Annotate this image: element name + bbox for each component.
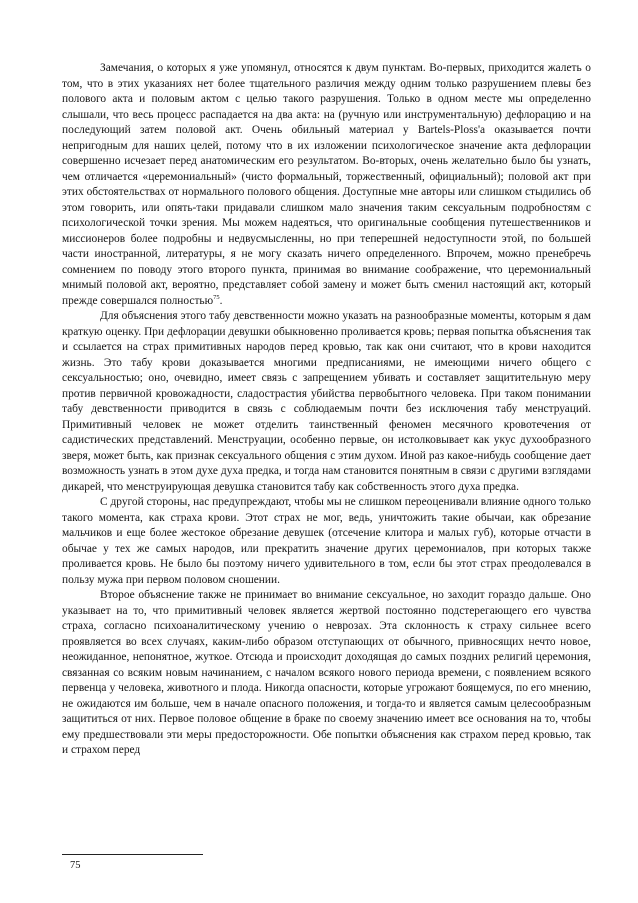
footnote-ref[interactable]: 75 [213,293,220,301]
paragraph-4: Второе объяснение также не принимает во внимание сексуальное, но заходит гораздо дальше. Оно указывает на то, что примитивный человек является жертвой постоянно подстерегающего его чувства страха, согласно психоаналитическому учению о неврозах. Эта склонность к страху сильнее всего проявляется во всех случаях, каким-либо образом отступающих от обычного, привносящих нечто новое, неожиданное, непонятное, жуткое. Отсюда и происходит доходящая до самых поздних религий церемония, связанная со всяким новым начинанием, с началом всякого нового периода времени, с появлением всякого первенца у человека, животного и плода. Никогда опасности, которые угрожают боящемуся, по его мнению, не ожидаются им больше, чем в начале опасного положения, и тогда-то и является самым целесообразным защититься от них. Первое половое общение в браке по своему значению имеет все основания на то, чтобы ему предшествовали эти меры предосторожности. Обе попытки объяснения как страхом перед кровью, так и страхом перед [62,589,591,756]
paragraph-2: Для объяснения этого табу девственности можно указать на разнообразные моменты, которым я дам краткую оценку. При дефлорации девушки обыкновенно проливается кровь; первая попытка объяснения так и ссылается на страх примитивных народов перед кровью, так как они считают, что в крови находится жизнь. Это табу крови доказывается многими предписаниями, не имеющими ничего общего с сексуальностью; оно, очевидно, имеет связь с запрещением убивать и составляет защитительную меру против первичной кровожадности, сладострастия убийства первобытного человека. При таком понимании табу девственности приводится в связь с соблюдаемым почти без исключения табу менструаций. Примитивный человек не может отделить таинственный феномен месячного кровотечения от садистических представлений. Менструации, особенно первые, он истолковывает как укус духообразного зверя, может быть, как признак сексуального общения с этим духом. Иной раз какое-нибудь сообщение дает возможность узнать в этом духе духа предка, и тогда нам становится понятным в связи с другими взглядами дикарей, что менструирующая девушка становится табу как собственность этого духа предка. [62,310,591,493]
paragraph-1-tail: . [219,294,223,307]
paragraph-3: С другой стороны, нас предупреждают, чтобы мы не слишком переоценивали влияние одного только такого момента, как страха крови. Этот страх не мог, ведь, уничтожить такие обычаи, как обрезание мальчиков и еще более жестокое обрезание девушек (отсечение клитора и малых губ), которые отчасти в обычае у тех же самых народов, или прекратить значение других церемониалов, при которых также проливается кровь. Не было бы поэтому ничего удивительного в том, если бы этот страх преодолевался в пользу мужа при первом половом сношении. [62,496,591,586]
paragraph-1 [62,61,591,309]
paragraph-1-text: Замечания, о которых я уже упомянул, относятся к двум пунктам. Во-первых, приходится жалеть о том, что в этих указаниях нет более тщательного различия между одним только разрушением плевы без полового акта и половым актом с целью такого разрушения. Только в одном месте мы определенно слышали, что весь процесс распадается на два акта: на (ручную или инструментальную) дефлорацию и на последующий затем половой акт. Очень обильный материал у Bartels-Ploss'a оказывается почти непригодным для наших целей, потому что в их изложении психологическое значение акта дефлорации совершенно исчезает перед анатомическим его результатом. Во-вторых, очень желательно было бы узнать, чем отличается «церемониальный» (чисто формальный, торжественный, официальный); половой акт при этих обстоятельствах от нормального полового общения. Доступные мне авторы или слишком стыдились об этом говорить, или опять-таки придавали слишком мало значения таким сексуальным подробностям с психологической точки зрения. Мы можем надеяться, что оригинальные сообщения путешественников и миссионеров более подробны и недвусмысленны, но при теперешней недоступности этой, по большей части иностранной, литературы, я не могу сказать ничего определенного. Впрочем, можно пренебречь сомнением по поводу этого второго пункта, принимая во внимание соображение, что церемониальный мнимый половой акт, вероятно, представляет собой замену и может быть сменил настоящий акт, который прежде совершался полностью [62,62,591,307]
footer-rule [62,854,203,855]
body-text [62,61,591,759]
page-number: 75 [70,860,81,871]
